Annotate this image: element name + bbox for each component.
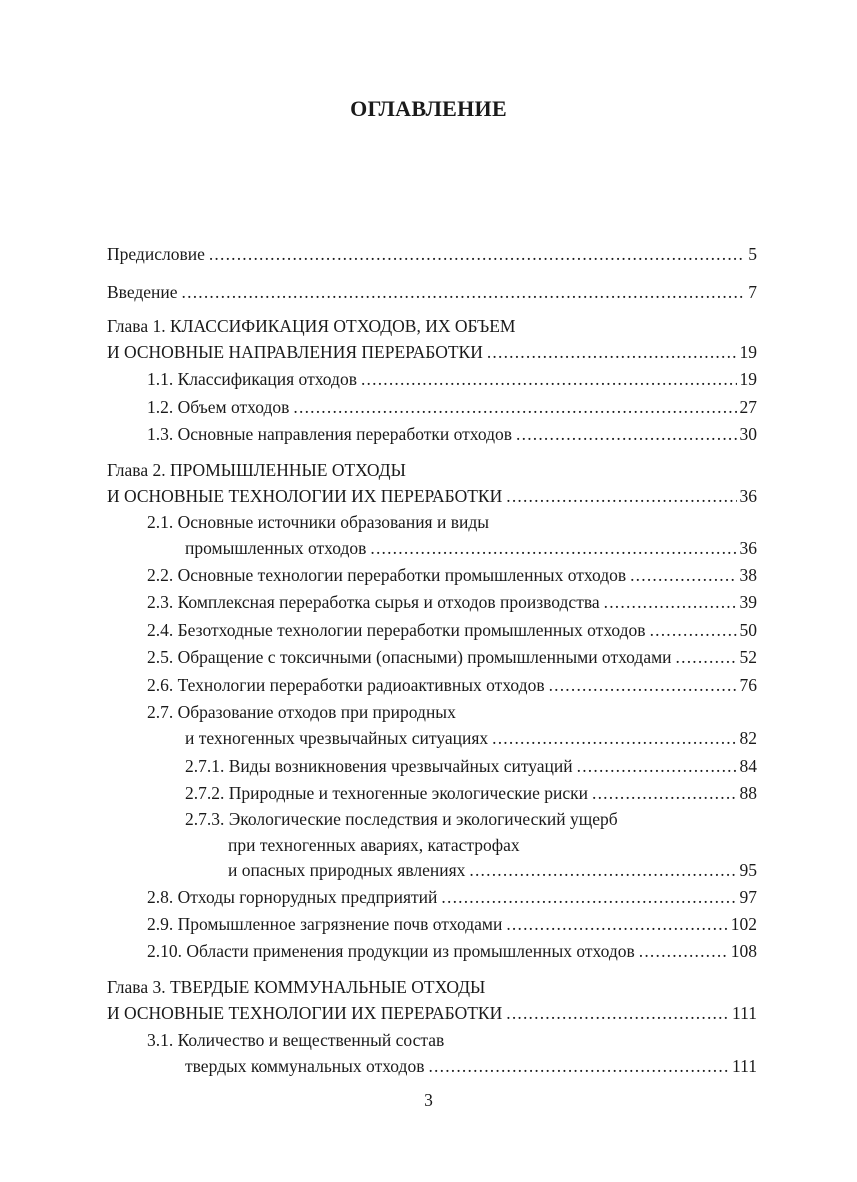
- toc-entry: [185, 756, 757, 776]
- toc-leader-dots: [209, 244, 745, 264]
- toc-leader-dots: [592, 783, 736, 803]
- toc-entry: [228, 860, 757, 880]
- toc-entry-title: И ОСНОВНЫЕ НАПРАВЛЕНИЯ ПЕРЕРАБОТКИ: [107, 342, 483, 362]
- toc-entry-page: 39: [739, 592, 757, 612]
- toc-entry-page: 111: [732, 1056, 757, 1076]
- toc-entry: [147, 424, 757, 444]
- toc-entry-title: Глава 3. ТВЕРДЫЕ КОММУНАЛЬНЫЕ ОТХОДЫ: [107, 977, 486, 997]
- toc-entry-page: 19: [739, 369, 757, 389]
- page-title: ОГЛАВЛЕНИЕ: [350, 96, 507, 121]
- toc-entry-page: 52: [739, 647, 757, 667]
- toc-entry: [147, 702, 757, 722]
- toc-entry-page: 5: [748, 244, 757, 264]
- page-number: 3: [424, 1090, 433, 1110]
- toc-entry-page: 76: [739, 675, 757, 695]
- toc-entry: [107, 460, 757, 480]
- toc-entry-title: 3.1. Количество и вещественный состав: [147, 1030, 445, 1050]
- toc-entry: [107, 244, 757, 264]
- toc-leader-dots: [492, 728, 736, 748]
- toc-entry: [147, 397, 757, 417]
- toc-entry: [147, 675, 757, 695]
- toc-entry: [228, 835, 757, 855]
- toc-entry-title: 2.3. Комплексная переработка сырья и отходов производства: [147, 592, 600, 612]
- toc-entry: [147, 914, 757, 934]
- toc-leader-dots: [639, 941, 728, 961]
- toc-leader-dots: [676, 647, 737, 667]
- toc-entry-title: 2.1. Основные источники образования и виды: [147, 512, 490, 532]
- toc-entry-title: 1.3. Основные направления переработки отходов: [147, 424, 513, 444]
- toc-leader-dots: [650, 620, 737, 640]
- toc-entry-title: и техногенных чрезвычайных ситуациях: [185, 728, 489, 748]
- toc-entry: [147, 1030, 757, 1050]
- toc-entry-title: 2.2. Основные технологии переработки промышленных отходов: [147, 565, 627, 585]
- toc-leader-dots: [370, 538, 736, 558]
- toc-entry-title: 2.7.2. Природные и техногенные экологические риски: [185, 783, 589, 803]
- toc-leader-dots: [506, 486, 736, 506]
- toc-entry-title: Предисловие: [107, 244, 205, 264]
- toc-entry-title: 2.7. Образование отходов при природных: [147, 702, 456, 722]
- toc-entry: [147, 565, 757, 585]
- toc-entry-page: 38: [739, 565, 757, 585]
- toc-entry-page: 50: [739, 620, 757, 640]
- toc-entry-title: 1.1. Классификация отходов: [147, 369, 357, 389]
- toc-entry-title: 2.5. Обращение с токсичными (опасными) промышленными отходами: [147, 647, 672, 667]
- toc-entry: [147, 512, 757, 532]
- toc-entry-page: 7: [748, 282, 757, 302]
- toc-entry-page: 102: [730, 914, 757, 934]
- toc-entry-page: 95: [739, 860, 757, 880]
- toc-entry: [147, 369, 757, 389]
- toc-entry-title: 2.9. Промышленное загрязнение почв отходами: [147, 914, 503, 934]
- toc-entry: [185, 809, 757, 829]
- toc-leader-dots: [506, 1003, 729, 1023]
- toc-entry: [147, 887, 757, 907]
- toc-entry-page: 36: [739, 486, 757, 506]
- toc-entry-page: 19: [739, 342, 757, 362]
- toc-entry-page: 27: [739, 397, 757, 417]
- toc-leader-dots: [428, 1056, 729, 1076]
- toc-entry-page: 36: [739, 538, 757, 558]
- toc-leader-dots: [487, 342, 737, 362]
- toc-entry-title: 1.2. Объем отходов: [147, 397, 290, 417]
- toc-entry: [185, 1056, 757, 1076]
- toc-entry-title: И ОСНОВНЫЕ ТЕХНОЛОГИИ ИХ ПЕРЕРАБОТКИ: [107, 1003, 503, 1023]
- toc-leader-dots: [361, 369, 737, 389]
- toc-entry-title: промышленных отходов: [185, 538, 367, 558]
- toc-leader-dots: [630, 565, 736, 585]
- toc-leader-dots: [506, 914, 727, 934]
- toc-entry-title: Глава 2. ПРОМЫШЛЕННЫЕ ОТХОДЫ: [107, 460, 406, 480]
- toc-entry-title: И ОСНОВНЫЕ ТЕХНОЛОГИИ ИХ ПЕРЕРАБОТКИ: [107, 486, 503, 506]
- toc-leader-dots: [549, 675, 737, 695]
- toc-entry: [107, 282, 757, 302]
- toc-entry: [107, 1003, 757, 1023]
- toc-entry-title: 2.7.1. Виды возникновения чрезвычайных ситуаций: [185, 756, 573, 776]
- toc-entry: [185, 538, 757, 558]
- toc-entry-page: 30: [739, 424, 757, 444]
- toc-entry-page: 82: [739, 728, 757, 748]
- toc-entry-title: твердых коммунальных отходов: [185, 1056, 425, 1076]
- toc-entry: [147, 592, 757, 612]
- toc-entry-page: 111: [732, 1003, 757, 1023]
- toc-entry-page: 97: [739, 887, 757, 907]
- toc-leader-dots: [441, 887, 736, 907]
- toc-entry-title: 2.6. Технологии переработки радиоактивных отходов: [147, 675, 545, 695]
- toc-entry-title: 2.7.3. Экологические последствия и экологический ущерб: [185, 809, 618, 829]
- toc-entry: [147, 941, 757, 961]
- toc-entry-page: 84: [739, 756, 757, 776]
- toc-leader-dots: [516, 424, 736, 444]
- toc-entry-title: Введение: [107, 282, 178, 302]
- toc-entry-page: 88: [739, 783, 757, 803]
- toc-leader-dots: [604, 592, 737, 612]
- toc-leader-dots: [469, 860, 736, 880]
- toc-entry-title: 2.8. Отходы горнорудных предприятий: [147, 887, 438, 907]
- toc-entry-title: 2.10. Области применения продукции из промышленных отходов: [147, 941, 635, 961]
- toc-entry-title: при техногенных авариях, катастрофах: [228, 835, 520, 855]
- toc-entry-title: 2.4. Безотходные технологии переработки промышленных отходов: [147, 620, 646, 640]
- toc-entry-page: 108: [730, 941, 757, 961]
- toc-entry: [147, 620, 757, 640]
- toc-entry: [107, 342, 757, 362]
- toc-leader-dots: [293, 397, 736, 417]
- toc-entry-title: Глава 1. КЛАССИФИКАЦИЯ ОТХОДОВ, ИХ ОБЪЕМ: [107, 316, 516, 336]
- toc-entry: [185, 728, 757, 748]
- toc-leader-dots: [182, 282, 746, 302]
- toc-entry-title: и опасных природных явлениях: [228, 860, 466, 880]
- toc-entry: [107, 486, 757, 506]
- toc-entry: [107, 316, 757, 336]
- toc-leader-dots: [577, 756, 737, 776]
- toc-entry: [147, 647, 757, 667]
- toc-entry: [107, 977, 757, 997]
- toc-entry: [185, 783, 757, 803]
